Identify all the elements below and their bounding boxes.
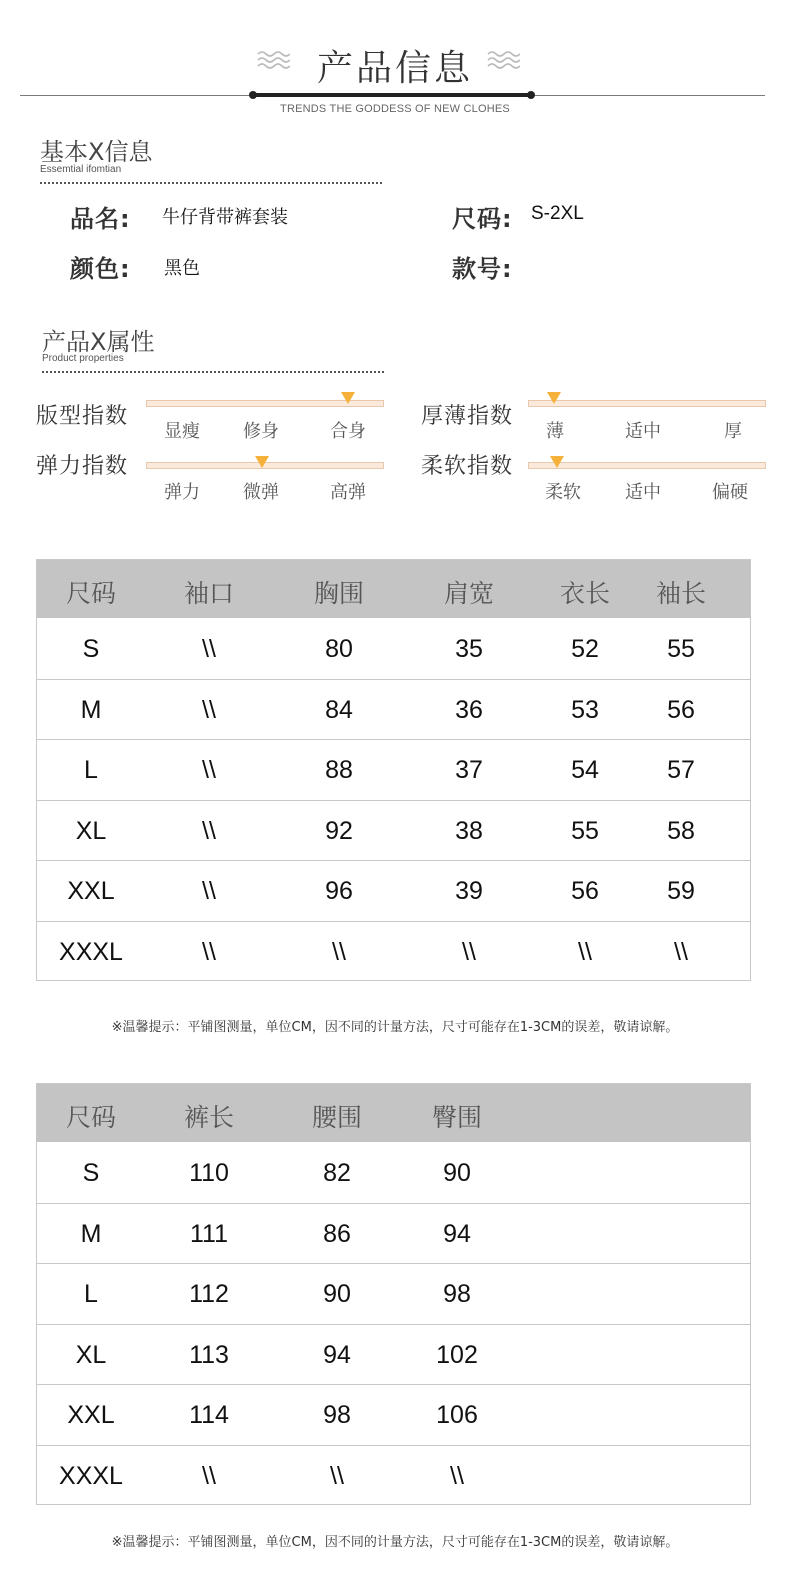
table-cell: S: [82, 1159, 100, 1187]
table-cell: XL: [75, 816, 107, 845]
product-name-label: 品名:: [70, 205, 131, 233]
table-cell: 102: [436, 1340, 478, 1369]
table-cell: 92: [325, 816, 353, 845]
table-cell: 37: [455, 756, 483, 785]
page-subtitle: TRENDS THE GODDESS OF NEW CLOHES: [280, 103, 510, 115]
attributes-title: 产品X属性: [42, 328, 155, 356]
color-label: 颜色:: [70, 255, 131, 283]
elasticity-index-label: 弹力指数: [36, 454, 129, 479]
table-cell: 53: [571, 695, 599, 724]
thickness-index-label: 厚薄指数: [421, 404, 514, 429]
table-cell: XL: [75, 1340, 107, 1369]
column-header: 衣长: [559, 579, 611, 608]
style-number-label: 款号:: [452, 255, 513, 283]
row-divider: [37, 921, 750, 922]
fit-option: 显瘦: [164, 421, 200, 442]
attributes-subtitle: Product properties: [42, 353, 124, 364]
table-cell: 55: [667, 635, 695, 663]
row-divider: [37, 800, 750, 801]
table-cell: 90: [443, 1159, 471, 1187]
basic-info-title: 基本X信息: [40, 138, 153, 166]
table-cell: \\: [202, 1462, 216, 1490]
elasticity-option: 高弹: [330, 482, 366, 503]
table-cell: L: [84, 1280, 98, 1309]
table-cell: 114: [189, 1401, 229, 1430]
product-name-value: 牛仔背带裤套装: [162, 207, 288, 228]
table-cell: \\: [674, 938, 688, 966]
table-cell: \\: [462, 938, 476, 966]
table-cell: 54: [571, 756, 599, 785]
table-cell: 90: [323, 1280, 351, 1309]
column-header: 胸围: [313, 579, 365, 608]
table-cell: XXXL: [59, 1462, 123, 1490]
table-cell: \\: [330, 1462, 344, 1490]
table-cell: 35: [455, 635, 483, 663]
table-cell: 106: [436, 1401, 478, 1430]
thickness-option: 厚: [724, 421, 742, 442]
table-cell: \\: [202, 635, 216, 663]
color-value: 黑色: [164, 258, 200, 279]
fit-option: 修身: [243, 421, 279, 442]
basic-info-subtitle: Essemtial ifomtian: [40, 164, 122, 175]
table-cell: 84: [325, 695, 353, 724]
column-header: 尺码: [65, 1103, 117, 1132]
table-cell: S: [82, 635, 100, 663]
size-range-label: 尺码:: [452, 205, 513, 233]
column-header: 臀围: [431, 1103, 483, 1132]
table-cell: 59: [667, 877, 695, 906]
table-cell: M: [80, 1219, 102, 1248]
table-cell: L: [84, 756, 98, 785]
softness-option: 偏硬: [712, 482, 748, 503]
softness-option: 适中: [625, 482, 661, 503]
header-accent-bar: [253, 93, 531, 97]
thickness-index-marker-icon: [547, 392, 561, 404]
table-cell: 86: [323, 1219, 351, 1248]
table-cell: 55: [571, 816, 599, 845]
table-cell: 110: [189, 1159, 229, 1187]
thickness-option: 薄: [546, 421, 564, 442]
row-divider: [37, 1384, 750, 1385]
table-cell: 111: [189, 1219, 229, 1248]
fit-option: 合身: [330, 421, 366, 442]
table-cell: 56: [667, 695, 695, 724]
table-cell: 80: [325, 635, 353, 663]
basic-info-divider: [40, 182, 382, 184]
column-header: 腰围: [311, 1103, 363, 1132]
table-cell: 57: [667, 756, 695, 785]
table-cell: \\: [332, 938, 346, 966]
column-header: 袖口: [183, 579, 235, 608]
softness-option: 柔软: [545, 482, 581, 503]
table-cell: M: [80, 695, 102, 724]
row-divider: [37, 1445, 750, 1446]
table-cell: XXL: [67, 1401, 115, 1430]
top-size-table: [36, 559, 751, 981]
table-cell: 98: [443, 1280, 471, 1309]
right-wave-lines-icon: [486, 48, 520, 72]
row-divider: [37, 860, 750, 861]
row-divider: [37, 1324, 750, 1325]
elasticity-index-marker-icon: [255, 456, 269, 468]
table-cell: \\: [450, 1462, 464, 1490]
table-cell: \\: [202, 756, 216, 785]
table-cell: \\: [202, 938, 216, 966]
table-cell: 94: [323, 1340, 351, 1369]
table-cell: 98: [323, 1401, 351, 1430]
column-header: 尺码: [65, 579, 117, 608]
fit-index-marker-icon: [341, 392, 355, 404]
elasticity-option: 弹力: [164, 482, 200, 503]
row-divider: [37, 1203, 750, 1204]
table-cell: 36: [455, 695, 483, 724]
top-size-table-header: [37, 560, 750, 618]
table-cell: XXXL: [59, 938, 123, 966]
fit-index-label: 版型指数: [36, 404, 129, 429]
table-cell: 88: [325, 756, 353, 785]
page-title: 产品信息: [316, 48, 473, 89]
thickness-option: 适中: [625, 421, 661, 442]
table-cell: \\: [202, 816, 216, 845]
row-divider: [37, 739, 750, 740]
table-cell: 38: [455, 816, 483, 845]
measurement-note: ※温馨提示：平铺图测量，单位CM，因不同的计量方法，尺寸可能存在1-3CM的误差，敬请谅解。: [111, 1535, 679, 1550]
table-cell: 58: [667, 816, 695, 845]
softness-index-label: 柔软指数: [421, 454, 514, 479]
table-cell: \\: [202, 695, 216, 724]
header-accent-dot-left: [249, 91, 257, 99]
attributes-divider: [42, 371, 384, 373]
column-header: 袖长: [655, 579, 707, 608]
softness-index-marker-icon: [550, 456, 564, 468]
table-cell: 112: [189, 1280, 229, 1309]
bottom-size-table: [36, 1083, 751, 1505]
table-cell: 56: [571, 877, 599, 906]
table-cell: 52: [571, 635, 599, 663]
bottom-size-table-header: [37, 1084, 750, 1142]
thickness-index-bar: [528, 400, 766, 407]
measurement-note: ※温馨提示：平铺图测量，单位CM，因不同的计量方法，尺寸可能存在1-3CM的误差，敬请谅解。: [111, 1020, 679, 1035]
table-cell: 96: [325, 877, 353, 906]
table-cell: 82: [323, 1159, 351, 1187]
size-range-value: S-2XL: [531, 203, 584, 224]
column-header: 肩宽: [443, 579, 495, 608]
table-cell: 94: [443, 1219, 471, 1248]
table-cell: XXL: [67, 877, 115, 906]
table-cell: \\: [578, 938, 592, 966]
table-cell: 113: [189, 1340, 229, 1369]
row-divider: [37, 679, 750, 680]
table-cell: \\: [202, 877, 216, 906]
table-cell: 39: [455, 877, 483, 906]
row-divider: [37, 1263, 750, 1264]
elasticity-option: 微弹: [243, 482, 279, 503]
header-accent-dot-right: [527, 91, 535, 99]
column-header: 裤长: [183, 1103, 235, 1132]
